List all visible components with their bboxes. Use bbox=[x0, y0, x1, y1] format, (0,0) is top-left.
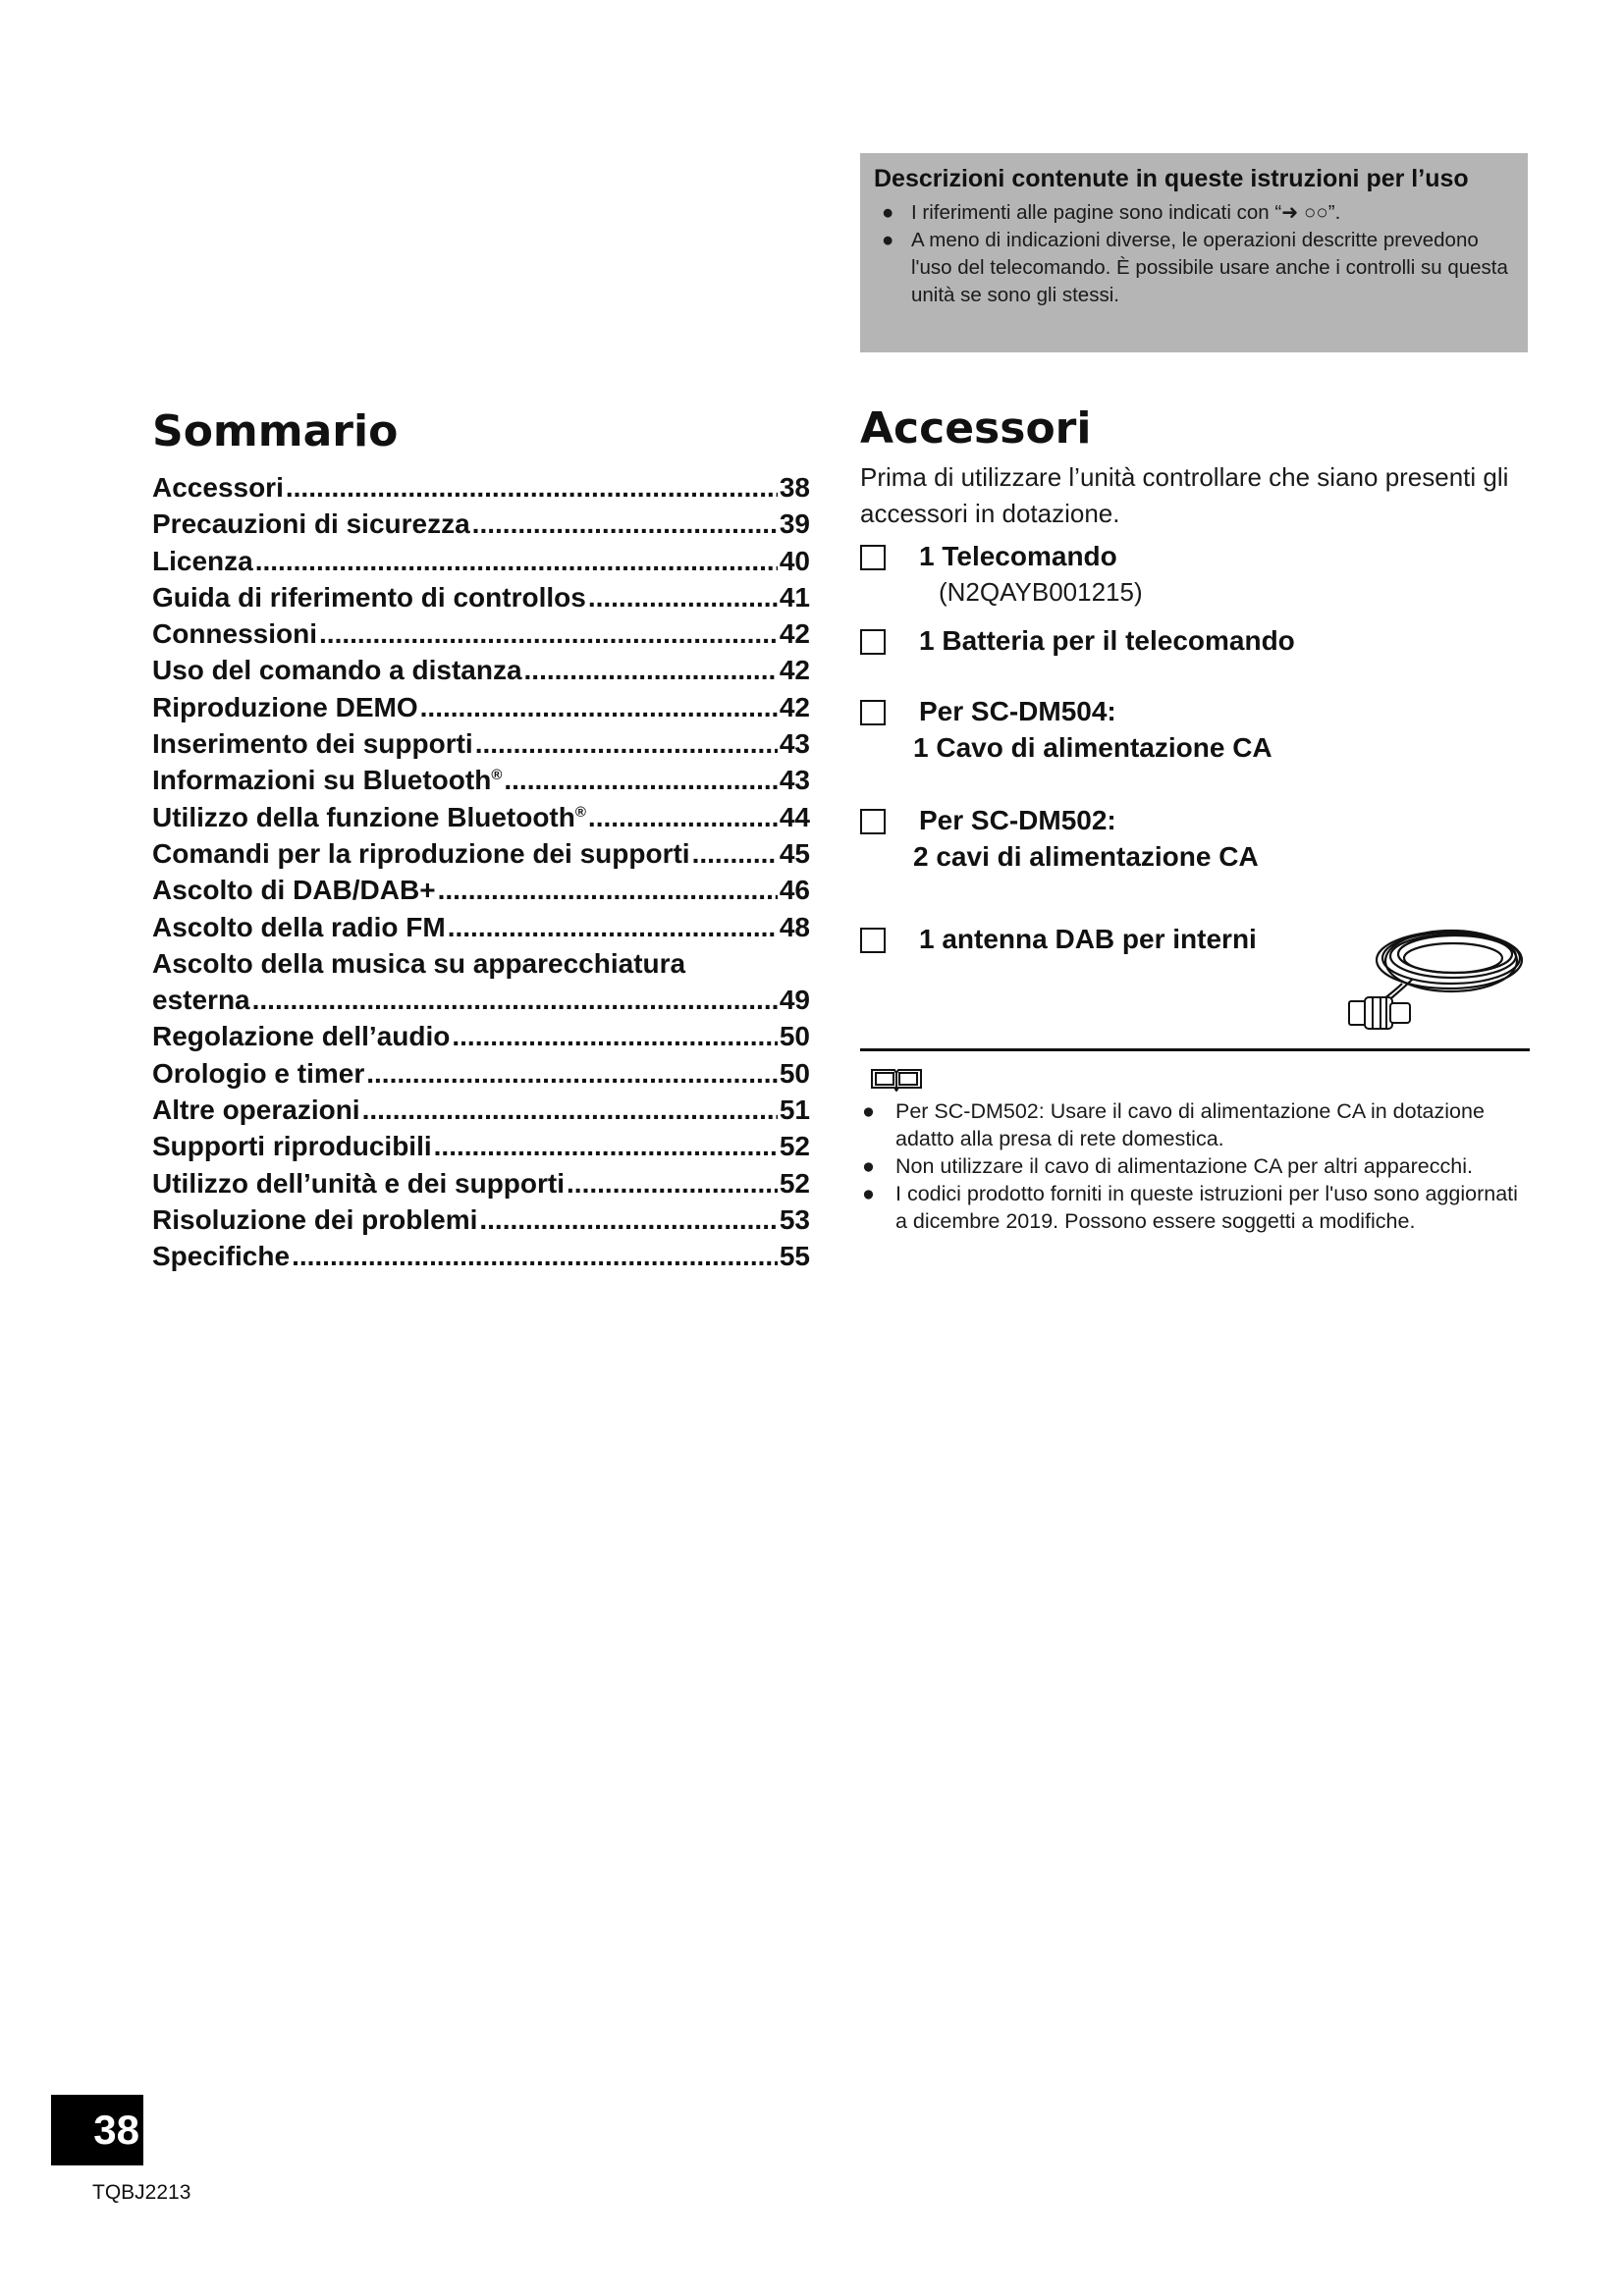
toc-entry[interactable]: Ascolto della musica su apparecchiatura bbox=[152, 947, 686, 979]
toc-entry[interactable]: Connessioni ..... 42 bbox=[152, 615, 810, 652]
info-box-title: Descrizioni contenute in queste istruzioni per l’uso bbox=[874, 165, 1469, 192]
info-box-list bbox=[874, 199, 1514, 309]
toc-entry[interactable]: Supporti riproducibili ..... 52 bbox=[152, 1128, 810, 1164]
bullet-icon: ● bbox=[882, 229, 894, 251]
toc-entry[interactable]: Inserimento dei supporti ..... 43 bbox=[152, 725, 810, 762]
bullet-icon: ● bbox=[862, 1099, 875, 1123]
registered-mark: ® bbox=[491, 767, 503, 784]
toc-entry[interactable]: Precauzioni di sicurezza ..... 39 bbox=[152, 506, 810, 542]
checkbox-icon[interactable] bbox=[860, 809, 886, 834]
page-number: 38 bbox=[51, 2095, 143, 2165]
note-item: ● I codici prodotto forniti in queste istruzioni per l'uso sono aggiornati a dicembre 2019. Possono essere soggetti a modifiche. bbox=[862, 1182, 1518, 1233]
toc-entry[interactable]: Licenza ..... 40 bbox=[152, 543, 810, 579]
bullet-icon: ● bbox=[862, 1154, 875, 1178]
toc-entry[interactable]: Altre operazioni ..... 51 bbox=[152, 1092, 810, 1128]
info-box-item: ● I riferimenti alle pagine sono indicati con “➜ ○○”. bbox=[874, 199, 1514, 227]
accessory-model: Per SC-DM502: bbox=[919, 805, 1116, 835]
note-book-icon bbox=[868, 1066, 925, 1092]
toc-entry[interactable]: Utilizzo della funzione Bluetooth® ..... 44 bbox=[152, 799, 810, 835]
accessory-label: 1 antenna DAB per interni bbox=[919, 924, 1257, 954]
notes-list bbox=[860, 1097, 1528, 1235]
toc-entry[interactable]: esterna ..... 49 bbox=[152, 982, 810, 1018]
section-divider bbox=[860, 1048, 1530, 1051]
table-of-contents bbox=[152, 469, 810, 1275]
accessory-label: 1 Telecomando bbox=[919, 541, 1117, 571]
toc-entry[interactable]: Utilizzo dell’unità e dei supporti ..... 52 bbox=[152, 1165, 810, 1201]
note-item: ● Non utilizzare il cavo di alimentazione CA per altri apparecchi. bbox=[862, 1154, 1473, 1178]
toc-entry[interactable]: Regolazione dell’audio ..... 50 bbox=[152, 1018, 810, 1054]
accessories-intro: Prima di utilizzare l’unità controllare che siano presenti gli accessori in dotazione. bbox=[860, 462, 1509, 528]
checkbox-icon[interactable] bbox=[860, 700, 886, 725]
accessory-label: 1 Batteria per il telecomando bbox=[919, 625, 1295, 656]
registered-mark: ® bbox=[574, 803, 586, 821]
accessory-label: 1 Cavo di alimentazione CA bbox=[913, 732, 1272, 763]
toc-entry[interactable]: Ascolto della radio FM ..... 48 bbox=[152, 909, 810, 945]
toc-entry[interactable]: Orologio e timer ..... 50 bbox=[152, 1055, 810, 1092]
info-box-item: ● A meno di indicazioni diverse, le operazioni descritte prevedono l'uso del telecomando. È possibile usare anche i controlli su questa unità se sono gli stessi. bbox=[882, 229, 1508, 306]
toc-entry[interactable]: Comandi per la riproduzione dei supporti ..... 45 bbox=[152, 835, 810, 872]
accessories-title: Accessori bbox=[860, 403, 1092, 454]
toc-entry[interactable]: Risoluzione dei problemi ..... 53 bbox=[152, 1201, 810, 1238]
toc-entry[interactable]: Accessori ..... 38 bbox=[152, 469, 810, 506]
toc-title: Sommario bbox=[152, 406, 399, 456]
antenna-cable-icon bbox=[1343, 915, 1530, 1038]
checkbox-icon[interactable] bbox=[860, 545, 886, 570]
bullet-icon: ● bbox=[862, 1182, 875, 1205]
instructions-info-box bbox=[860, 153, 1528, 352]
toc-entry[interactable]: Riproduzione DEMO ..... 42 bbox=[152, 689, 810, 725]
note-item: ● Per SC-DM502: Usare il cavo di alimentazione CA in dotazione adatto alla presa di rete domestica. bbox=[862, 1099, 1485, 1150]
bullet-icon: ● bbox=[882, 201, 894, 224]
document-code: TQBJ2213 bbox=[92, 2181, 191, 2204]
checkbox-icon[interactable] bbox=[860, 928, 886, 953]
accessory-part-code: (N2QAYB001215) bbox=[939, 577, 1143, 607]
toc-entry[interactable]: Guida di riferimento di controllos ..... 41 bbox=[152, 579, 810, 615]
accessory-label: 2 cavi di alimentazione CA bbox=[913, 841, 1259, 872]
toc-entry[interactable]: Specifiche ..... 55 bbox=[152, 1238, 810, 1274]
accessory-model: Per SC-DM504: bbox=[919, 696, 1116, 726]
toc-entry[interactable]: Informazioni su Bluetooth® ..... 43 bbox=[152, 762, 810, 798]
checkbox-icon[interactable] bbox=[860, 629, 886, 655]
toc-entry[interactable]: Uso del comando a distanza ..... 42 bbox=[152, 652, 810, 688]
toc-entry[interactable]: Ascolto di DAB/DAB+ ..... 46 bbox=[152, 872, 810, 908]
